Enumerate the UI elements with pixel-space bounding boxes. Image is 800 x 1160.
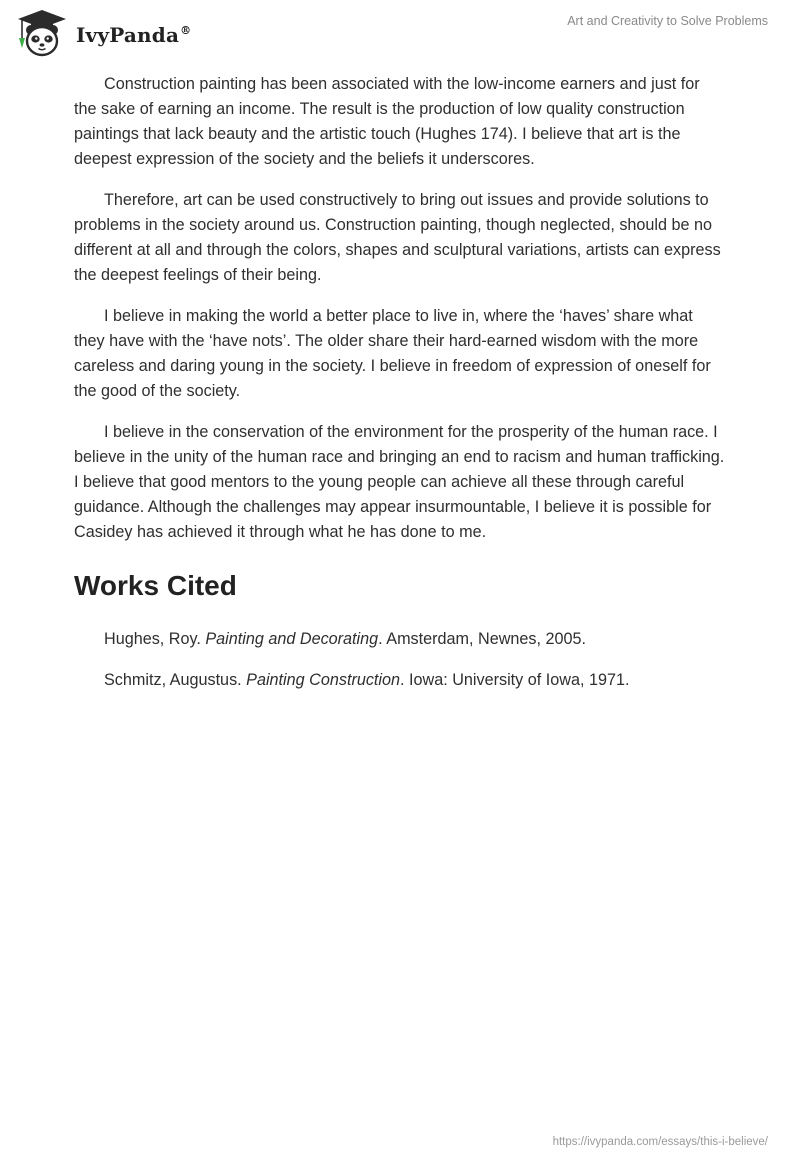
page-header [0, 0, 800, 70]
citation-entry: Schmitz, Augustus. Painting Construction. Iowa: University of Iowa, 1971. [104, 671, 630, 689]
essay-paragraph: Construction painting has been associated with the low-income earners and just for the sake of earning an income. The result is the production of low quality construction paintings that lack beauty and the artistic touch (Hughes 174). I believe that art is the deepest expression of the society and the beliefs it underscores. [74, 75, 700, 168]
essay-paragraph: I believe in the conservation of the environment for the prosperity of the human race. I believe in the unity of the human race and bringing an end to racism and human trafficking. I believe that good mentors to the young people can achieve all these through careful guidance. Although the challenges may appear insurmountable, I believe it is possible for Casidey has achieved it through what he has done to me. [74, 423, 725, 541]
essay-paragraph: Therefore, art can be used constructively to bring out issues and provide solutions to problems in the society around us. Construction painting, though neglected, should be no different at all and through the colors, shapes and sculptural variations, artists can express the deepest feelings of their being. [74, 191, 721, 284]
panda-logo-icon [14, 8, 70, 58]
logo-wordmark: IvyPanda® [76, 23, 192, 47]
works-cited-heading: Works Cited [74, 570, 237, 601]
essay-paragraph: I believe in making the world a better place to live in, where the ‘haves’ share what they have with the ‘have nots’. The older share their hard-earned wisdom with the more careless and daring young in the society. I believe in freedom of expression of oneself for the good of the society. [74, 307, 711, 400]
citation-entry: Hughes, Roy. Painting and Decorating. Amsterdam, Newnes, 2005. [104, 630, 587, 648]
document-title: Art and Creativity to Solve Problems [567, 14, 768, 28]
essay-body [74, 72, 726, 709]
citation-title: Painting Construction [246, 671, 401, 689]
citation-title: Painting and Decorating [205, 630, 379, 648]
source-url-link[interactable]: https://ivypanda.com/essays/this-i-believe/ [552, 1136, 768, 1148]
ivypanda-logo[interactable] [14, 8, 191, 58]
